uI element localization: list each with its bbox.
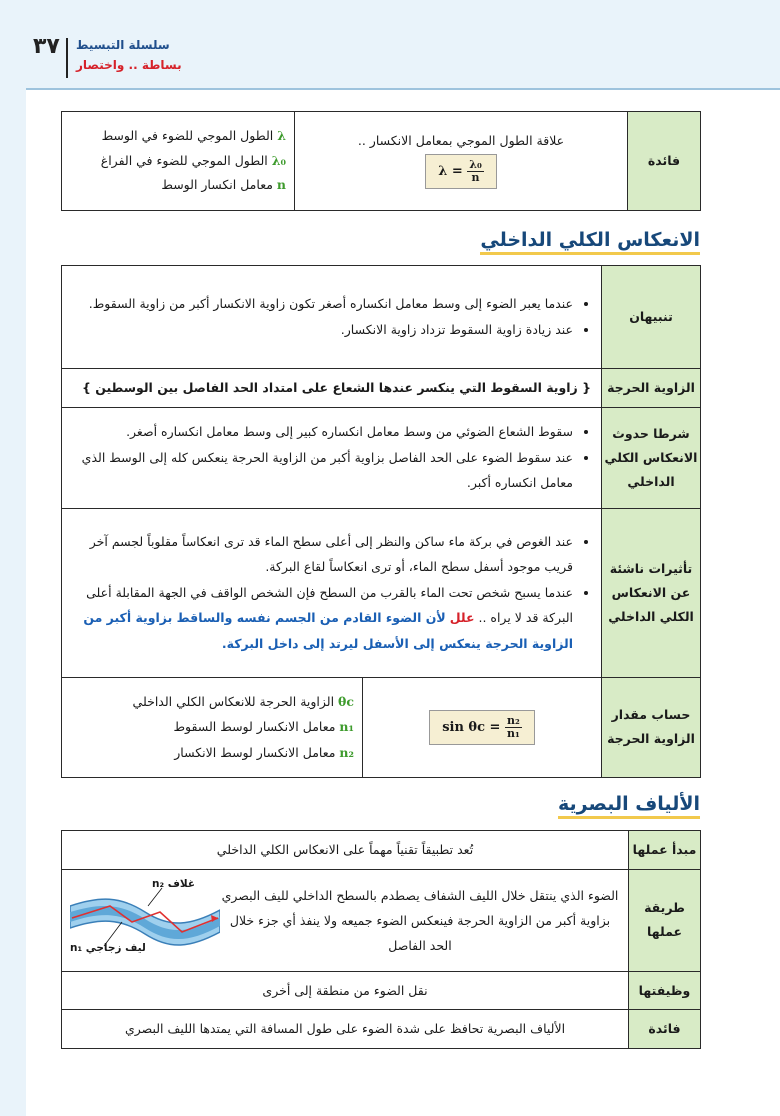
method-text: الضوء الذي ينتقل خلال الليف الشفاف يصطدم بالسطح الداخلي لليف البصري بزاوية أكبر من الزاوية الحرجة فينعكس الضوء جميعه ولا ينفذ أي جزء خلال الحد الفاصل — [221, 887, 619, 953]
principle-label: مبدأ عملها — [629, 831, 701, 870]
definition-text: معامل الانكسار لوسط الانكسار — [174, 744, 336, 760]
note-label: فائدة — [628, 112, 701, 211]
series-title: سلسلة التبسيط — [76, 38, 170, 52]
definition-row — [70, 124, 286, 148]
header-divider — [66, 38, 68, 78]
effect-item — [72, 580, 573, 657]
fibers-table — [61, 830, 701, 1049]
critical-formula-cell — [363, 677, 602, 777]
core-label: ليف زجاجي n₁ — [70, 942, 146, 955]
definition-text: معامل الانكسار لوسط السقوط — [173, 719, 336, 735]
definition-text: الزاوية الحرجة للانعكاس الكلي الداخلي — [132, 693, 335, 709]
definition-symbol: n₁ — [339, 719, 354, 735]
relation-cell — [295, 112, 628, 211]
critical-angle-label: الزاوية الحرجة — [602, 369, 701, 408]
symbol-definitions — [62, 112, 295, 211]
definition-symbol: θc — [338, 693, 354, 709]
explanation-text: لأن الضوء القادم من الجسم نفسه والساقط بزاوية أكبر من الزاوية الحرجة ينعكس إلى الأسفل ليرتد إلى داخل البركة. — [83, 610, 573, 652]
conditions-label: شرطا حدوث الانعكاس الكلي الداخلي — [602, 407, 701, 508]
relation-text: علاقة الطول الموجي بمعامل الانكسار .. — [357, 132, 565, 148]
fibers-title-text: الألياف البصرية — [558, 793, 700, 815]
definition-row — [70, 714, 354, 740]
definition-row — [70, 689, 354, 715]
definition-row — [70, 740, 354, 766]
section-title-fibers — [558, 793, 700, 815]
effect-item: • عند الغوص في بركة ماء ساكن والنظر إلى أعلى سطح الماء قد ترى انعكاساً مقلوباً لجسم آخر قريب موجود أسفل سطح الماء، أو ترى انعكاساً لقاع البركة. — [72, 529, 573, 580]
principle-text: تُعد تطبيقاً تقنياً مهماً على الانعكاس الكلي الداخلي — [62, 831, 629, 870]
definition-symbol: n₂ — [339, 744, 354, 760]
definition-symbol: λ₀ — [271, 152, 286, 168]
condition-item: • سقوط الشعاع الضوئي من وسط معامل انكساره كبير إلى وسط معامل انكساره أصغر. — [72, 419, 573, 445]
header-rule — [26, 88, 780, 90]
formula-den: n — [471, 171, 480, 184]
critical-angle-formula — [429, 710, 535, 745]
formula-fraction — [505, 715, 522, 740]
definition-row — [70, 173, 286, 197]
condition-item: • عند سقوط الضوء على الحد الفاصل بزاوية أكبر من الزاوية الحرجة ينعكس كله إلى الوسط الذي معامل انكساره أكبر. — [72, 445, 573, 496]
definition-text: الطول الموجي للضوء في الفراغ — [100, 152, 268, 168]
formula-fraction — [467, 159, 484, 184]
page-margin-rail — [0, 0, 26, 1116]
effects-body — [62, 508, 602, 677]
effects-label: تأثيرات ناشئة عن الانعكاس الكلي الداخلي — [602, 508, 701, 677]
wavelength-note-table — [61, 111, 701, 211]
function-text: نقل الضوء من منطقة إلى أخرى — [62, 971, 629, 1010]
benefit-text: الألياف البصرية تحافظ على شدة الضوء على طول المسافة التي يمتدها الليف البصري — [62, 1010, 629, 1049]
series-slogan: بساطة .. واختصار — [76, 58, 182, 72]
effect-text: عندما يسبح شخص تحت الماء بالقرب من السطح فإن الشخص الواقف في الجهة المقابلة أعلى البركة قد لا يراه .. — [86, 584, 573, 626]
conditions-body — [62, 407, 602, 508]
tir-title-text: الانعكاس الكلي الداخلي — [480, 229, 700, 251]
page-number: ٣٧ — [33, 34, 60, 59]
section-title-tir — [480, 229, 700, 251]
calc-label: حساب مقدار الزاوية الحرجة — [602, 677, 701, 777]
formula-num: n₂ — [506, 713, 520, 727]
explain-keyword: علل — [449, 610, 475, 626]
method-cell — [62, 869, 629, 971]
cladding-pointer — [148, 888, 162, 906]
definition-symbol: n — [276, 177, 286, 193]
alerts-body — [62, 266, 602, 369]
alerts-label: تنبيهان — [602, 266, 701, 369]
fiber-diagram — [70, 878, 220, 958]
cladding-label: غلاف n₂ — [152, 878, 196, 891]
formula-lhs: sin θc = — [442, 719, 501, 735]
definition-text: معامل انكسار الوسط — [161, 177, 273, 193]
wavelength-formula — [425, 154, 497, 189]
title-underline — [558, 816, 700, 819]
critical-angle-definition: { زاوية السقوط التي ينكسر عندها الشعاع على امتداد الحد الفاصل بين الوسطين } — [62, 369, 602, 408]
definition-row — [70, 149, 286, 173]
tir-table — [61, 265, 701, 778]
title-underline — [480, 252, 700, 255]
formula-lhs: λ = — [438, 164, 463, 179]
alert-item: • عند زيادة زاوية السقوط تزداد زاوية الانكسار. — [72, 317, 573, 343]
formula-num: λ₀ — [469, 157, 482, 171]
method-label: طريقة عملها — [629, 869, 701, 971]
definition-symbol: λ — [277, 128, 286, 144]
formula-den: n₁ — [506, 726, 520, 740]
calc-definitions — [62, 677, 363, 777]
function-label: وظيفتها — [629, 971, 701, 1010]
alert-item: • عندما يعبر الضوء إلى وسط معامل انكساره أصغر تكون زاوية الانكسار أكبر من زاوية السقوط. — [72, 291, 573, 317]
benefit-label: فائدة — [629, 1010, 701, 1049]
definition-text: الطول الموجي للضوء في الوسط — [101, 128, 274, 144]
